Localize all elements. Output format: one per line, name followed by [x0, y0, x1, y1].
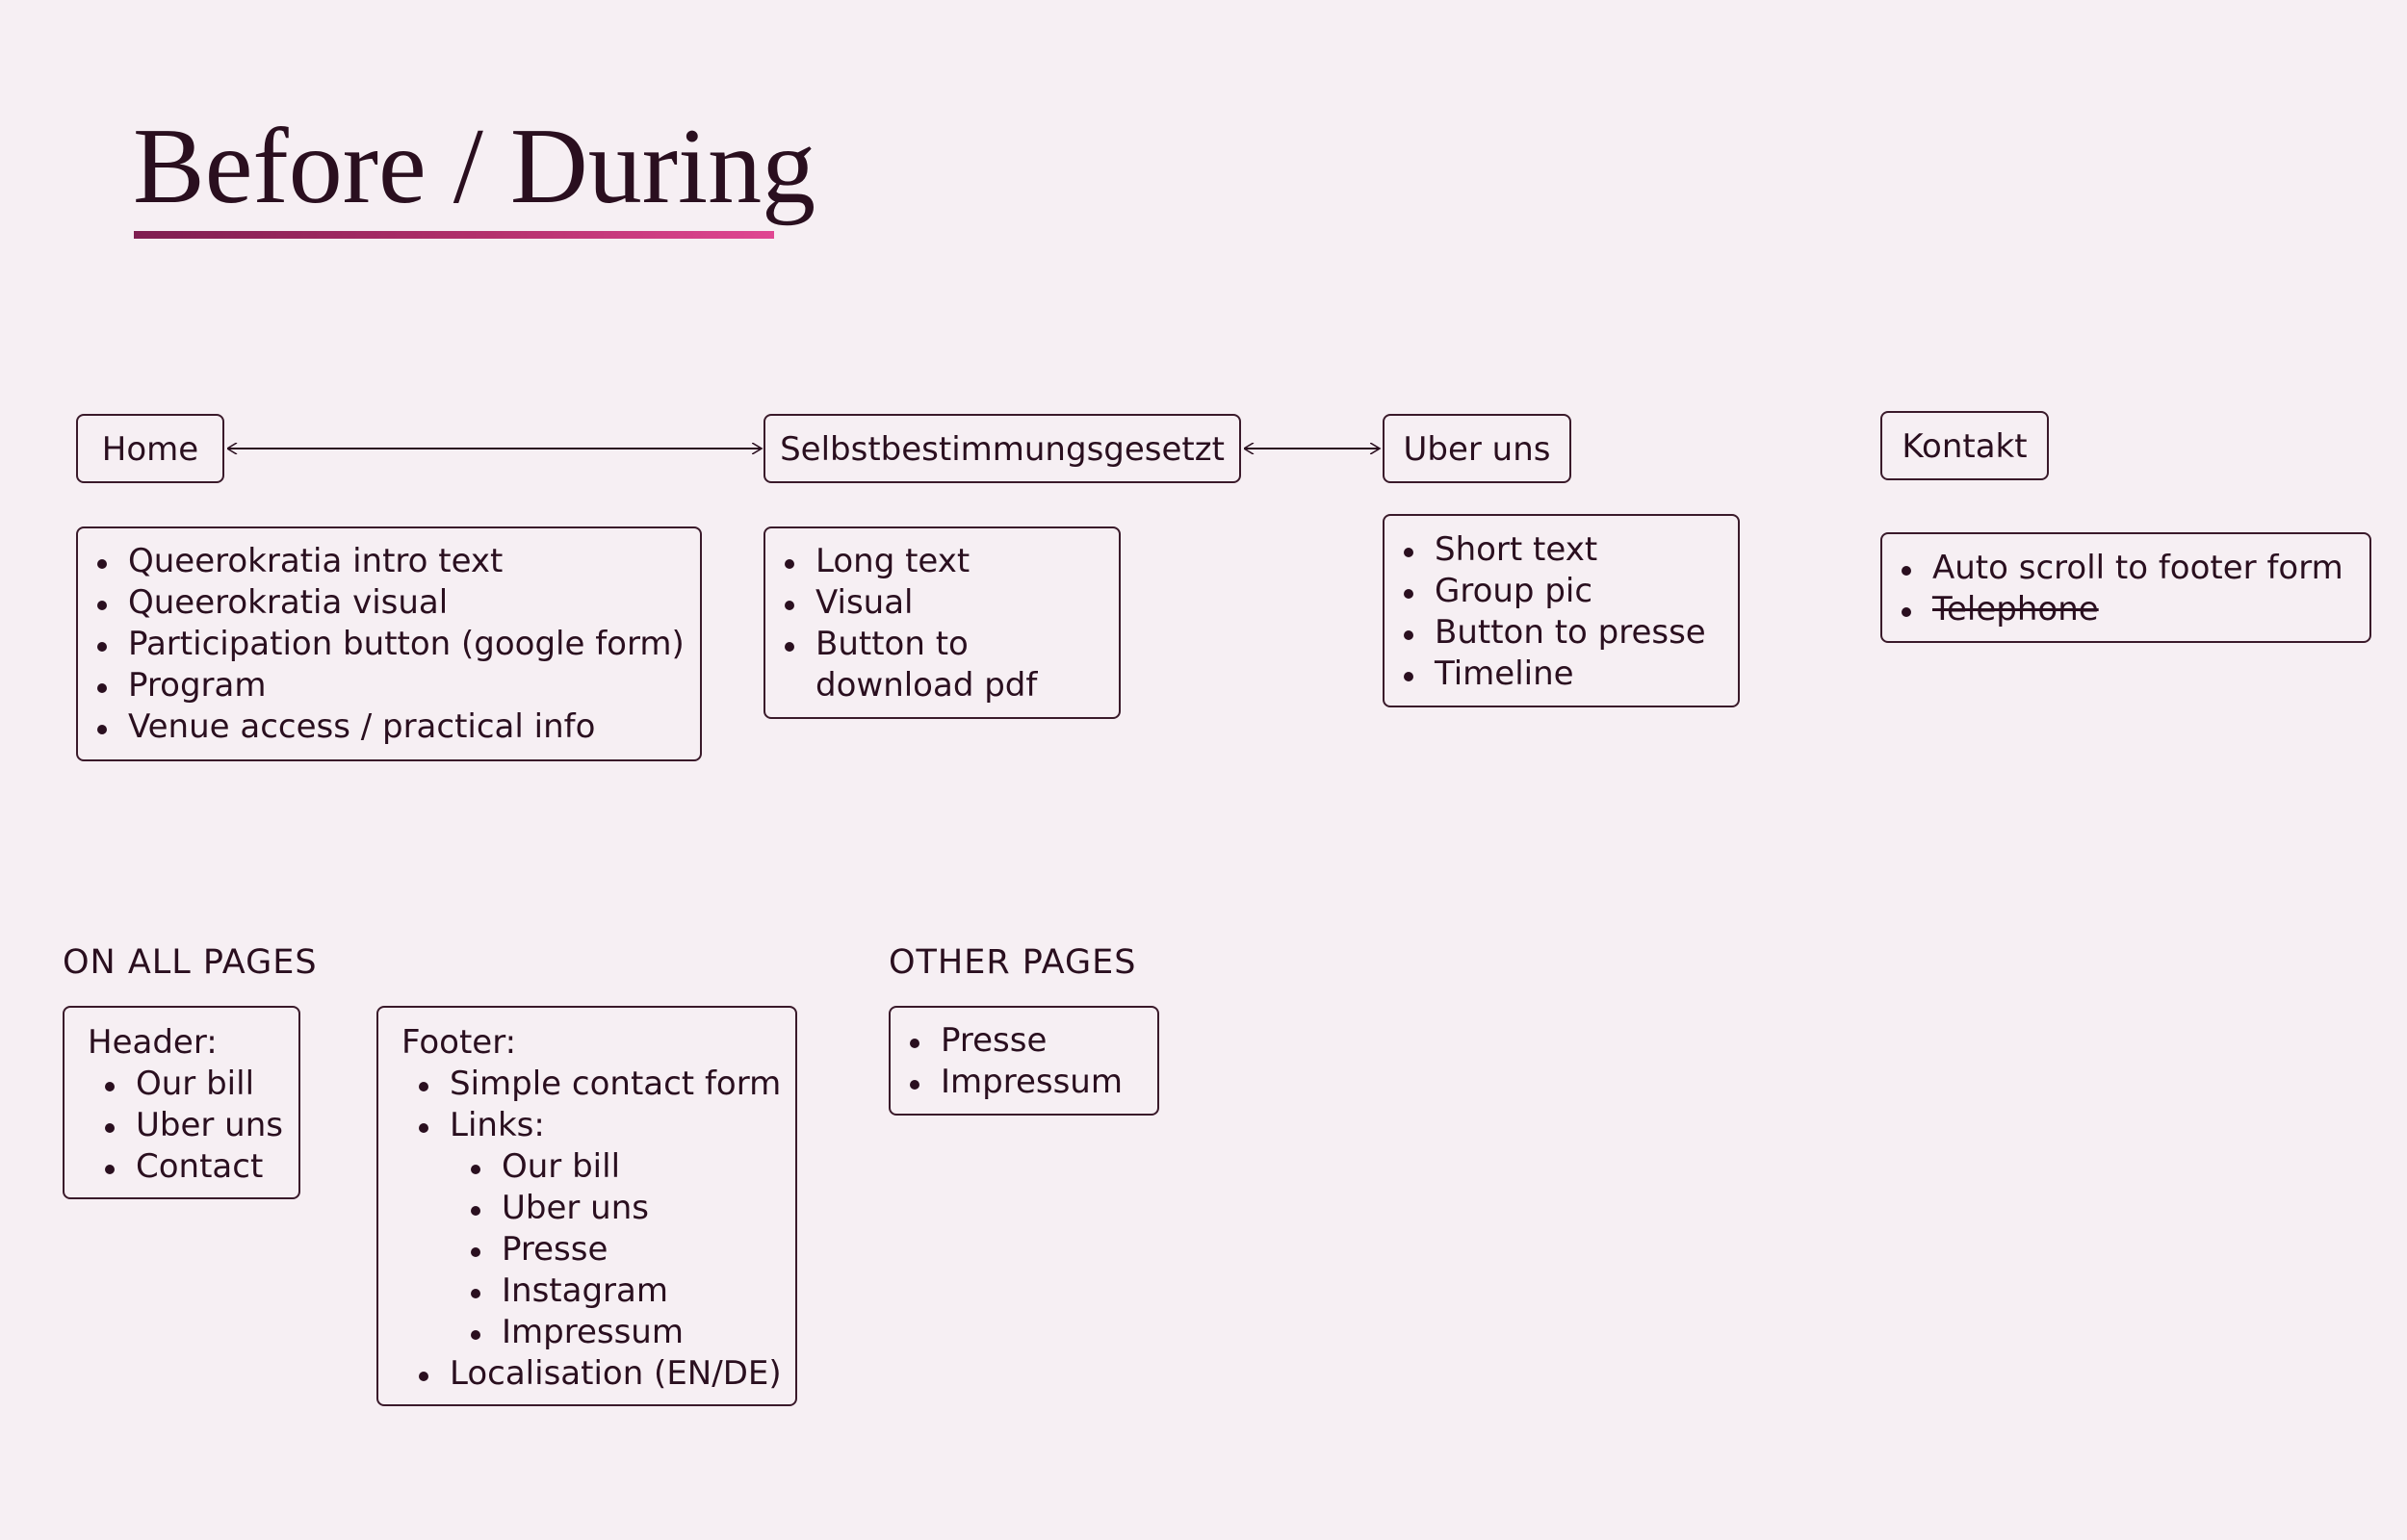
list-item: Simple contact form [400, 1064, 795, 1105]
list-item: Venue access / practical info [78, 706, 700, 748]
header-box-title: Header: [88, 1023, 218, 1062]
list-item: Group pic [1385, 571, 1738, 612]
list-item: Queerokratia intro text [78, 541, 700, 582]
list-item: Button to presse [1385, 612, 1738, 654]
home-content-box [76, 526, 702, 761]
node-selbstbestimmungsgesetzt: Selbstbestimmungsgesetzt [764, 414, 1241, 483]
list-item: Instagram [452, 1270, 795, 1312]
list-item: Impressum [452, 1312, 795, 1353]
list-item-struck: Telephone [1882, 589, 2369, 630]
list-item: Contact [86, 1146, 298, 1188]
selbst-content-box [764, 526, 1121, 719]
uber-content-box [1383, 514, 1740, 707]
list-item: Our bill [452, 1146, 795, 1188]
list-item: Impressum [891, 1062, 1157, 1103]
list-item: Long text [765, 541, 1119, 582]
list-item: Timeline [1385, 654, 1738, 695]
section-label-other-pages: OTHER PAGES [889, 943, 1137, 982]
kontakt-content-box [1880, 532, 2371, 643]
other-pages-box [889, 1006, 1159, 1116]
list-item: Participation button (google form) [78, 624, 700, 665]
node-uber-uns: Uber uns [1383, 414, 1571, 483]
footer-box [376, 1006, 797, 1406]
node-home: Home [76, 414, 224, 483]
list-item: Our bill [86, 1064, 298, 1105]
list-item: Presse [891, 1020, 1157, 1062]
list-item: Queerokratia visual [78, 582, 700, 624]
section-label-on-all-pages: ON ALL PAGES [63, 943, 318, 982]
node-kontakt: Kontakt [1880, 411, 2049, 480]
list-item: Auto scroll to footer form [1882, 548, 2369, 589]
list-item: Visual [765, 582, 1119, 624]
list-item: Presse [452, 1229, 795, 1270]
header-box [63, 1006, 300, 1199]
page-title: Before / During [133, 107, 816, 226]
list-item: Uber uns [452, 1188, 795, 1229]
list-item: Short text [1385, 529, 1738, 571]
list-item: Localisation (EN/DE) [400, 1353, 795, 1395]
list-item: Program [78, 665, 700, 706]
footer-box-title: Footer: [401, 1023, 517, 1062]
list-item: Links: [400, 1105, 795, 1146]
title-underline [134, 231, 774, 239]
list-item: Uber uns [86, 1105, 298, 1146]
list-item: Button to download pdf [765, 624, 1056, 706]
